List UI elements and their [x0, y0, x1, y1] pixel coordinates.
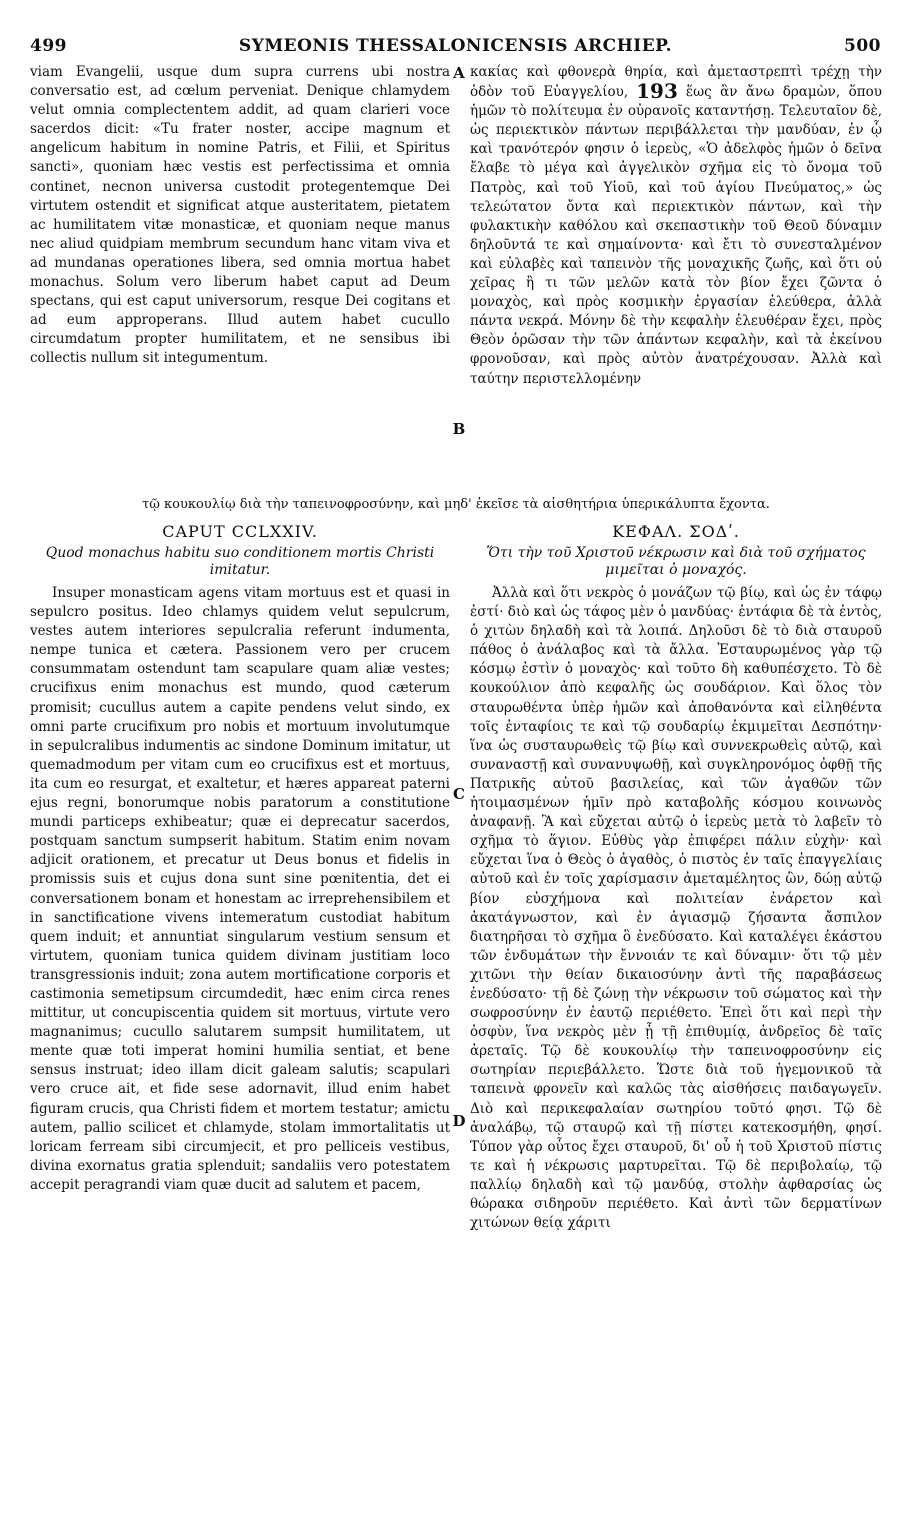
margin-letter-c: C [453, 785, 465, 803]
greek-top-text [470, 63, 882, 389]
page-number-left: 499 [30, 36, 67, 56]
greek-chapter-text: Ἀλλὰ καὶ ὅτι νεκρὸς ὁ μονάζων τῷ βίῳ, καὶ ὡς ἐν τάφῳ ἐστί· διὸ καὶ ὡς τάφος μὲν ὁ μανδύας· ἐντάφια δὲ τὰ ἐντὸς, ὁ χιτὼν δηλαδὴ καὶ τὰ λοιπά. Δηλοῦσι δὲ τὸ διὰ σταυροῦ πάθος ὁ ἀνάλαβος καὶ τὰ ἄλλα. Ἐσταυρωμένος γὰρ τῷ κόσμῳ ἐστὶν ὁ μοναχὸς· καὶ τοῦτο δὴ καθυπέσχετο. Τὸ δὲ κουκούλιον ἀπὸ κεφαλῆς ὡς σουδάριον. Καὶ ὅλος τὸν σταυρωθέντα ὑπὲρ ἡμῶν καὶ ἀποθανόντα καὶ εἰληθέντα τοῖς ἐνταφίοις τε καὶ τῷ σουδαρίῳ ἐκμιμεῖται Δεσπότην· ἵνα ὡς συσταυρωθεὶς τῷ βίῳ καὶ συννεκρωθεὶς αὐτῷ, καὶ συναναστῇ καὶ συνανυψωθῇ, καὶ συγκληρονόμος ὀφθῇ τῆς Πατρικῆς αὐτοῦ βασιλείας, καὶ τῶν ἀγαθῶν τῶν ἡτοιμασμένων ἡμῖν πρὸ καταβολῆς κόσμου κοινωνὸς ἀναφανῇ. Ἃ καὶ εὔχεται αὐτῷ ὁ ἱερεὺς μετὰ τὸ λαβεῖν τὸ σχῆμα τὸ ἅγιον. Εὐθὺς γὰρ ἐπιφέρει πάλιν εὐχὴν· καὶ εὔχεται ἵνα ὁ Θεὸς ὁ ἀγαθὸς, ὁ πιστὸς ἐν ταῖς ἐπαγγελίαις αὐτοῦ καὶ ἐν τοῖς χαρίσμασιν ἀμεταμέλητος ὢν, δώῃ αὐτῷ βίον εὐσχήμονα καὶ πολιτείαν ἐνάρετον καὶ ἀκατάγνωστον, καὶ ἐν ἁγιασμῷ ζήσαντα ἄσπιλον διατηρῆσαι τὸ σχῆμα ὃ ἐνεδύσατο. Καὶ καταλέγει ἑκάστου τῶν ἐνδυμάτων τὴν ἔννοιάν τε καὶ δύναμιν· ὅτι τῷ μὲν χιτῶνι τὴν θείαν δικαιοσύνην ἀντὶ τῆς παραβάσεως ἐνεδύσατο· τῇ δὲ ζώνῃ τὴν νέκρωσιν τοῦ σώματος καὶ τὴν σωφροσύνην ἐν ἑαυτῷ περιέθετο. Ἐπεὶ ὅτι καὶ περὶ τὴν ὀσφὺν, ἵνα νεκρὸς μὲν ᾖ τῇ ἐπιθυμίᾳ, ἀνδρεῖος δὲ ταῖς ἀρεταῖς. Τῷ δὲ κουκουλίῳ τὴν ταπεινοφροσύνην εἰς σωτηρίαν περιεβάλλετο. Ὥστε διὰ τοῦ ἡγεμονικοῦ τὰ ταπεινὰ φρονεῖν καὶ καλῶς τὰς αἰσθήσεις παιδαγωγεῖν. Διὸ καὶ περικεφαλαίαν σωτηρίου τοῦτό φησι. Τῷ δὲ ἀναλάβῳ, τῷ σταυρῷ καὶ τῇ πίστει κατεκοσμήθη, φησί. Τύπον γὰρ οὗτος ἔχει σταυροῦ, δι' οὗ ἡ τοῦ Χριστοῦ πίστις τε καὶ ἡ νέκρωσις μαρτυρεῖται. Τῷ δὲ περιβολαίῳ, τῷ παλλίῳ δηλαδὴ καὶ τῷ μανδύᾳ, στολὴν ἀφθαρσίας ὡς θώρακα σιδηροῦν περιέθετο. Καὶ ἀντὶ τῶν δερματίνων χιτώνων θείᾳ χάριτι [470, 585, 882, 1232]
latin-top-text: viam Evangelii, usque dum supra currens ubi nostra conversatio est, ad cœlum perveniat. Denique chlamydem velut omnia complectentem addit, ad quam clarieri voce sacerdos dicit: «Tu frater noster, accipe magnum et angelicum habitum in nomine Patris, et Filii, et Spiritus sancti», quoniam hæc vestis est perfectissima et omnia continet, necnon universa custodit protegentemque Dei virtutem ostendit et significat atque austeritatem, pietatem ac humilitatem vitæ monasticæ, et quoniam neque manus nec aliud quidpiam membrum secundum hanc vitam viva et ad mundanas operationes libera, sed omnia mortua habet monachus. Solum vero liberum habet caput ad Deum spectans, qui est caput universorum, resque Dei cogitans et ad eum approperans. Illud autem habet cucullo circumdatum propter humilitatem, et ne sensibus ibi collectis nullum sit integumentum. [30, 64, 450, 367]
margin-letter-d: D [452, 1112, 466, 1130]
greek-top-text-a: κακίας καὶ φθονερὰ θηρία, καὶ ἀμεταστρεπτὶ τρέχῃ τὴν ὁδὸν τοῦ Εὐαγγελίου, [470, 64, 882, 101]
margin-letter-b: B [452, 420, 466, 438]
latin-column-top [30, 63, 450, 493]
latin-chapter-text: Insuper monasticam agens vitam mortuus est et quasi in sepulcro positus. Ideo chlamys quidem velut sepulcrum, vestes autem interiores sepulcralia referunt indumenta, nempe tunica et cætera. Passionem vero per crucem consummatam ostendunt tam scapulare quam aliæ vestes; crucifixus enim monachus est mundo, quod cæterum promisit; cucullus autem a capite pendens velut sindo, ex omni parte crucifixum pro nobis et mortuum involutumque in sepulcralibus indumentis ac sindone Dominum imitatur, ut quemadmodum per vitam cum eo crucifixus est et mortuus, ita cum eo resurgat, et exaltetur, et hæres appareat paterni ejus regni, bonorumque nobis paratorum a constitutione mundi particeps exhibeatur; quæ ei deprecatur sacerdos, postquam sanctum sumpserit habitum. Statim enim novam adjicit orationem, et precatur ut Deus bonus et fidelis in promissis suis et cujus dona sunt sine pœnitentia, det ei conversationem bonam et honestam ac irreprehensibilem et in sanctificatione vivens intemeratum custodiat habitum quem induit; et annuntiat singularum vestium sensum et virtutem, quoniam tunica quidem divinam justitiam loco transgressionis induit; zona autem mortificatione corporis et castimonia semetipsum circumdedit, hæc enim circa renes mittitur, ut concupiscentia quidem sit mortuus, virtute vero magnanimus; cucullo salutarem sumpsit humilitatem, ut mente quæ toti imperat homini humilia sentiat, et bene sensus instruat; ideo illam dicit galeam salutis; scapulari vero cruce ait, et fide sese adornavit, illud enim habet figuram crucis, qua Christi fidem et mortem testatur; amictu autem, pallio scilicet et chlamyde, stolam immortalitatis ut loricam ferream sibi circumjecit, et pro pelliceis vestibus, divina exornatus gratia splenduit; sandaliis vero potestatem accepit peragrandi viam quæ ducit ad salutem et pacem, [30, 585, 450, 1193]
greek-margin-number: 193 [636, 79, 678, 104]
greek-chapter [470, 522, 882, 1522]
latin-chapter-heading: CAPUT CCLXXIV. [162, 522, 318, 541]
running-head [30, 36, 881, 58]
greek-top-text-b: ἕως ἂν ἄνω δραμὼν, ὅπου ἡμῶν τὸ πολίτευμα ἐν οὐρανοῖς καταντήσῃ. Τελευταῖον δὲ, ὡς περιεκτικὸν πάντων περιβάλλεται τὴν μανδύαν, ἐν ᾧ καὶ τρανότερόν φησιν ὁ ἱερεὺς, «Ὁ ἀδελφὸς ἡμῶν ὁ δεῖνα ἔλαβε τὸ μέγα καὶ ἀγγελικὸν σχῆμα εἰς τὸ ὄνομα τοῦ Πατρὸς, καὶ τοῦ Υἱοῦ, καὶ τοῦ ἁγίου Πνεύματος,» ὡς τελεώτατον ὄντα καὶ περιεκτικὸν πάντων, καὶ τὴν φυλακτικὴν καθόλου καὶ σκεπαστικὴν τοῦ Θεοῦ δύναμιν δηλοῦντά τε καὶ σημαίνοντα· καὶ ἔτι τὸ συνεσταλμένον καὶ εὐλαβὲς καὶ ταπεινὸν τῆς μοναχικῆς ζωῆς, καὶ ὅτι οὐ χεῖρας ἢ τι τῶν μελῶν κατὰ τὸν βίον ἔχει ζῶντα ὁ μοναχὸς, καὶ πρὸς κοσμικὴν ἐργασίαν ἐλεύθερα, ἀλλὰ πάντα νεκρά. Μόνην δὲ τὴν κεφαλὴν ἐλευθέραν ἔχει, πρὸς Θεὸν ὁρῶσαν τὴν τῶν ἁπάντων κεφαλὴν, καὶ τὰ ἐκείνου φρονοῦσαν, καὶ πρὸς αὐτὸν ἀνατρέχουσαν. Ἀλλὰ καὶ ταύτην περιστελλομένην [470, 84, 882, 387]
bridge-line: τῷ κουκουλίῳ διὰ τὴν ταπεινοφροσύνην, καὶ μηδ' ἐκεῖσε τὰ αἰσθητήρια ὑπερικάλυπτα ἔχοντα. [142, 497, 770, 512]
page-number-right: 500 [844, 36, 881, 56]
greek-column-top [470, 63, 882, 493]
greek-chapter-heading: ΚΕΦΑΛ. ΣΟΔʹ. [612, 522, 740, 541]
latin-chapter-subtitle: Quod monachus habitu suo conditionem mortis Christi imitatur. [45, 545, 435, 578]
running-title: SYMEONIS THESSALONICENSIS ARCHIEP. [238, 36, 673, 56]
greek-chapter-subtitle: Ὅτι τὴν τοῦ Χριστοῦ νέκρωσιν καὶ διὰ τοῦ σχήματος μιμεῖται ὁ μοναχός. [486, 545, 866, 578]
latin-chapter [30, 522, 450, 1522]
margin-letter-a: A [453, 64, 465, 82]
